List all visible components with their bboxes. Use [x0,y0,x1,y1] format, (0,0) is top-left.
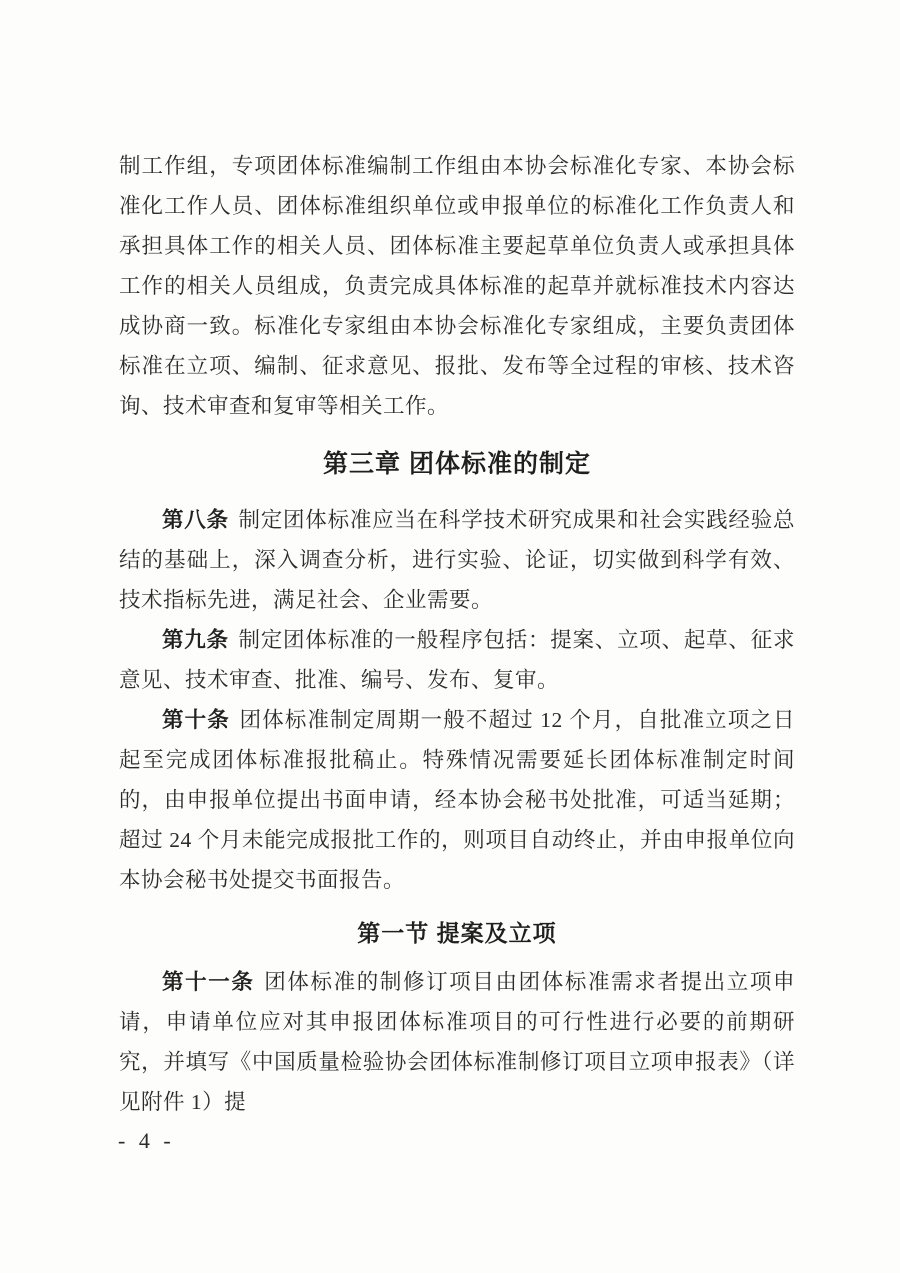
paragraph-continuation: 制工作组，专项团体标准编制工作组由本协会标准化专家、本协会标准化工作人员、团体标准组织单位或申报单位的标准化工作负责人和承担具体工作的相关人员、团体标准主要起草单位负责人或承担具体工作的相关人员组成，负责完成具体标准的起草并就标准技术内容达成协商一致。标准化专家组由本协会标准化专家组成，主要负责团体标准在立项、编制、征求意见、报批、发布等全过程的审核、技术咨询、技术审查和复审等相关工作。 [119,154,795,418]
chapter-heading: 第三章 团体标准的制定 [323,450,591,478]
article-8-lead: 第八条 [162,508,229,532]
article-10-text: 团体标准制定周期一般不超过 12 个月，自批准立项之日起至完成团体标准报批稿止。特殊情况需要延长团体标准制定时间的，由申报单位提出书面申请，经本协会秘书处批准，可适当延期；超过 24 个月未能完成报批工作的，则项目自动终止，并由申报单位向本协会秘书处提交书面报告。 [119,708,795,892]
article-11-text: 团体标准的制修订项目由团体标准需求者提出立项申请，申请单位应对其申报团体标准项目的可行性进行必要的前期研究，并填写《中国质量检验协会团体标准制修订项目立项申报表》（详见附件 1）提 [119,970,795,1114]
article-8 [119,500,795,620]
article-9 [119,620,795,700]
article-10-lead: 第十条 [162,708,230,732]
article-11 [119,962,795,1122]
article-9-lead: 第九条 [162,628,229,652]
section-heading: 第一节 提案及立项 [357,920,557,946]
article-10 [119,700,795,900]
article-11-lead: 第十一条 [162,970,255,994]
article-9-text: 制定团体标准的一般程序包括：提案、立项、起草、征求意见、技术审查、批准、编号、发布、复审。 [119,628,795,692]
article-8-text: 制定团体标准应当在科学技术研究成果和社会实践经验总结的基础上，深入调查分析，进行实验、论证，切实做到科学有效、技术指标先进，满足社会、企业需要。 [119,508,795,612]
page-number: - 4 - [118,1128,175,1153]
document-body [119,146,795,1122]
